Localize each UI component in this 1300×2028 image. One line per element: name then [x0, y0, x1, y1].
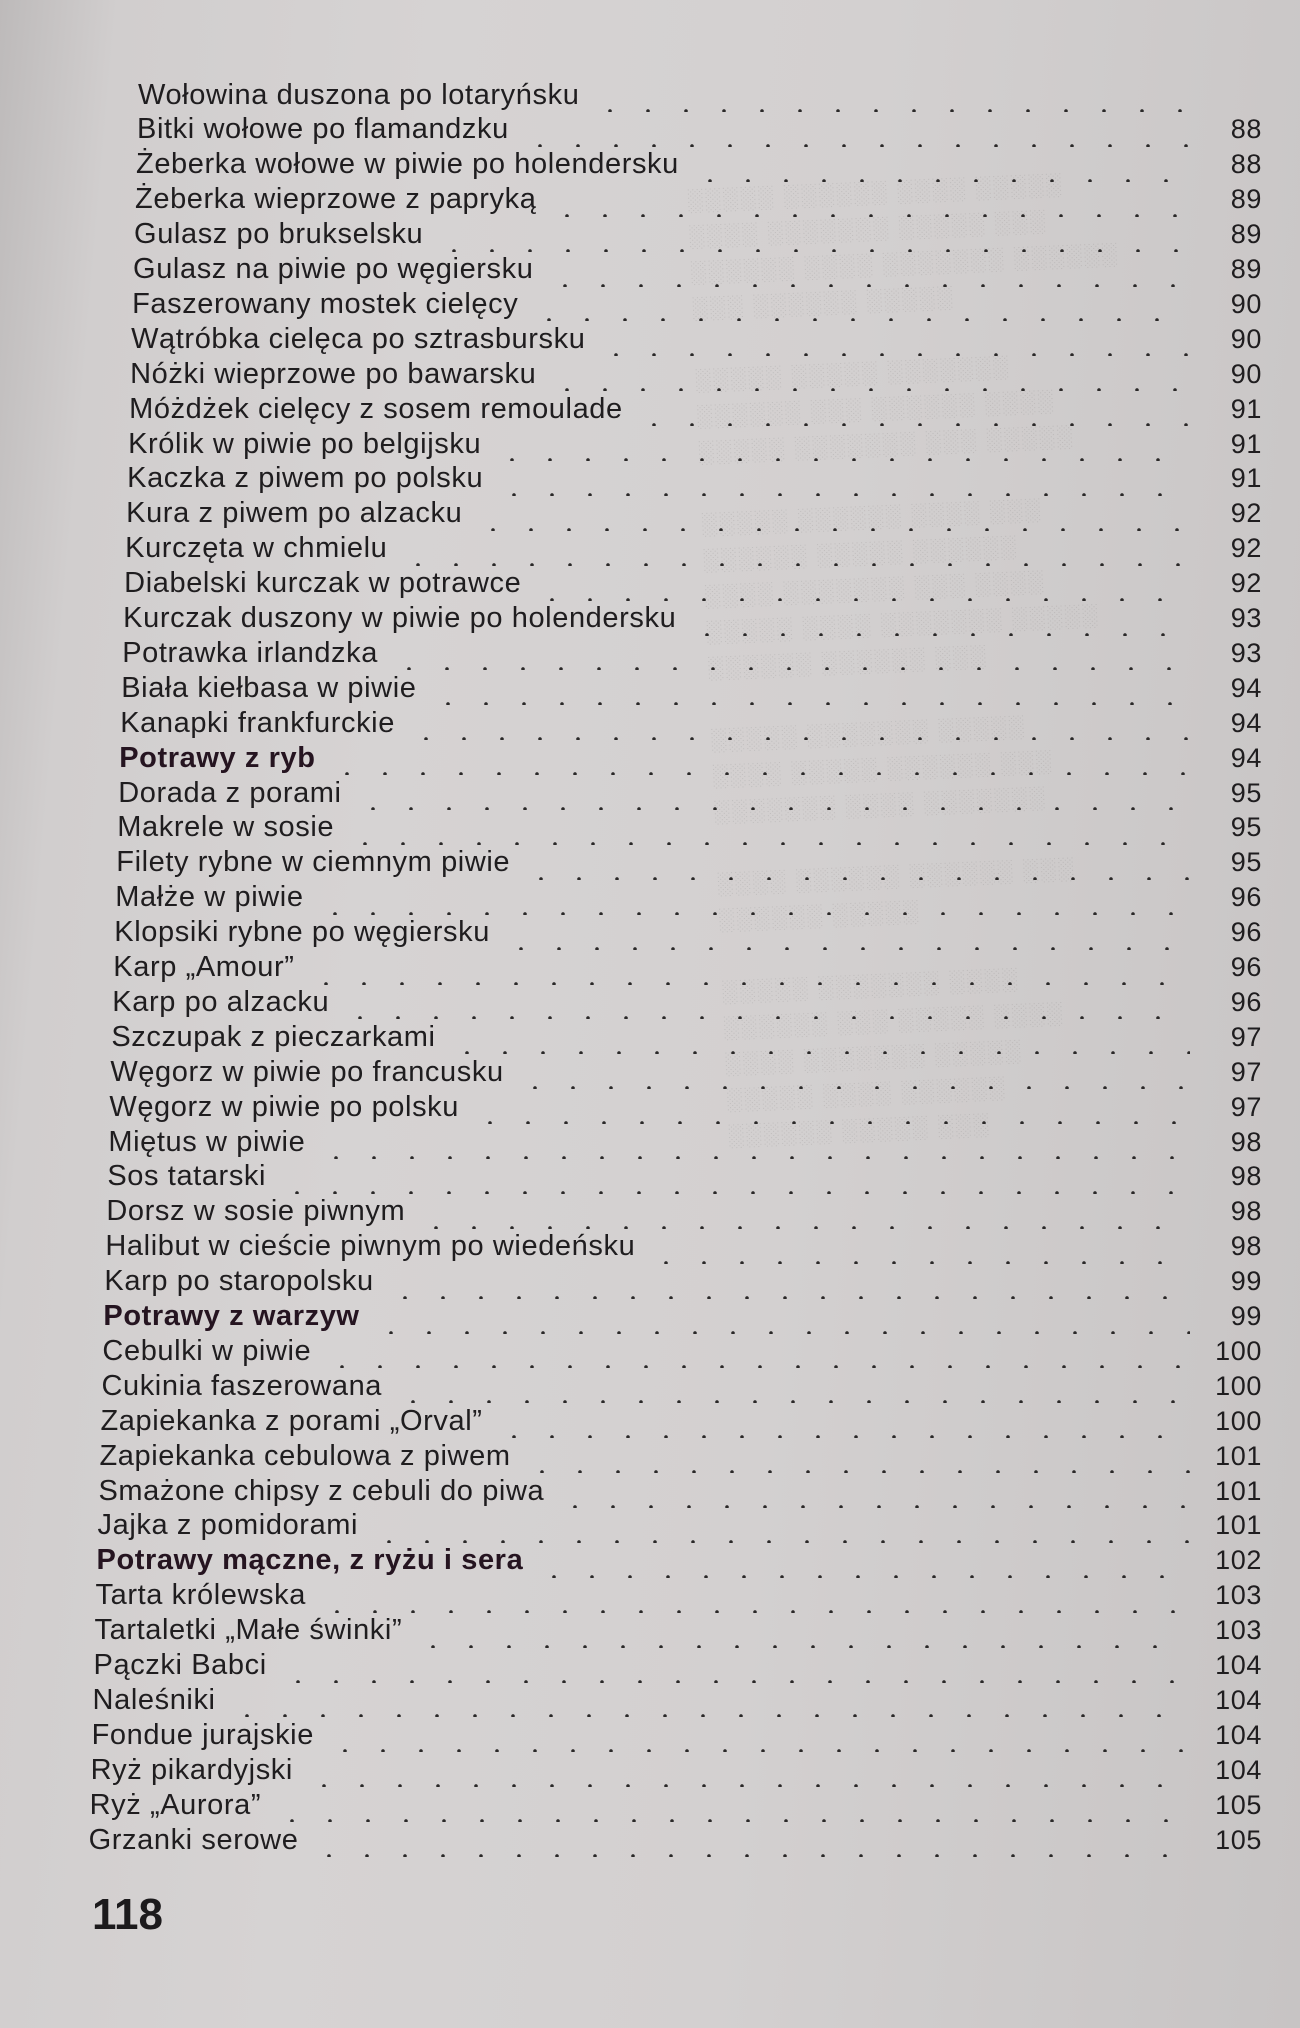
- dot-leader: [370, 1509, 1190, 1543]
- dot-leader: [495, 1404, 1190, 1438]
- entry-page-number: 96: [1230, 917, 1262, 948]
- entry-title: Naleśniki: [92, 1683, 216, 1716]
- entry-title: Jajka z pomidorami: [97, 1509, 359, 1542]
- entry-title: Karp „Amour”: [113, 951, 295, 983]
- toc-entry: [93, 1683, 1262, 1717]
- dot-leader: [394, 1369, 1190, 1403]
- entry-title: Faszerowany mostek cielęcy: [132, 287, 519, 320]
- entry-title: Tarta królewska: [95, 1579, 306, 1612]
- entry-title: Zapiekanka cebulowa z piwem: [99, 1439, 511, 1472]
- toc-entry: [89, 1823, 1262, 1857]
- toc-entry: [122, 636, 1262, 670]
- entry-title: Biała kiełbasa w piwie: [121, 671, 417, 704]
- entry-page-number: 92: [1230, 533, 1262, 564]
- entry-page-number: 89: [1230, 184, 1262, 215]
- entry-page-number: 99: [1230, 1266, 1262, 1297]
- entry-page-number: 100: [1215, 1335, 1262, 1366]
- entry-page-number: 91: [1230, 428, 1262, 459]
- entry-page-number: 105: [1215, 1789, 1262, 1820]
- entry-title: Wołowina duszona po lotaryńsku: [138, 78, 580, 111]
- dot-leader: [635, 392, 1190, 426]
- entry-title: Klopsiki rybne po węgiersku: [114, 916, 490, 949]
- toc-entry: [121, 671, 1262, 705]
- entry-page-number: 95: [1230, 777, 1262, 808]
- entry-title: Cebulki w piwie: [102, 1334, 312, 1367]
- toc-entry: [97, 1509, 1262, 1543]
- dot-leader: [279, 1649, 1190, 1683]
- toc-entry: [98, 1474, 1262, 1508]
- toc-entry: [135, 183, 1262, 217]
- entry-title: Małże w piwie: [115, 881, 304, 914]
- entry-page-number: 97: [1230, 1056, 1262, 1087]
- dot-leader: [386, 1265, 1190, 1299]
- toc-entry: [104, 1265, 1262, 1299]
- toc-entry: [127, 462, 1262, 496]
- dot-leader: [495, 462, 1190, 496]
- dot-leader: [305, 1753, 1190, 1787]
- entry-title: Smażone chipsy z cebuli do piwa: [98, 1474, 545, 1507]
- dot-leader: [556, 1474, 1190, 1508]
- entry-page-number: 104: [1215, 1719, 1262, 1750]
- entry-title: Filety rybne w ciemnym piwie: [116, 846, 511, 879]
- entry-page-number: 91: [1230, 463, 1262, 494]
- dot-leader: [316, 881, 1190, 915]
- entry-page-number: 101: [1215, 1510, 1262, 1541]
- toc-entry: [106, 1195, 1262, 1229]
- toc-entry: [138, 78, 1262, 112]
- toc-entry: [108, 1125, 1262, 1159]
- entry-page-number: 98: [1230, 1231, 1262, 1262]
- entry-title: Móżdżek cielęcy z sosem remoulade: [129, 392, 623, 425]
- dot-leader: [474, 497, 1190, 531]
- entry-title: Węgorz w piwie po francusku: [110, 1055, 504, 1088]
- entry-page-number: 94: [1230, 707, 1262, 738]
- toc-entry: [116, 846, 1262, 880]
- dot-leader: [691, 148, 1190, 182]
- dot-leader: [228, 1683, 1190, 1717]
- entry-page-number: 97: [1230, 1091, 1262, 1122]
- dot-leader: [502, 916, 1190, 950]
- toc-entry: [90, 1788, 1262, 1822]
- toc-entry: [101, 1369, 1262, 1403]
- toc-entry: [113, 951, 1262, 985]
- toc-entry: [133, 253, 1262, 287]
- dot-leader: [323, 1334, 1190, 1368]
- entry-title: Gulasz po brukselsku: [134, 218, 424, 251]
- toc-entry: [120, 706, 1262, 740]
- dot-leader: [417, 1195, 1190, 1229]
- dot-leader: [530, 287, 1190, 321]
- entry-title: Żeberka wieprzowe z papryką: [135, 183, 537, 216]
- dot-leader: [399, 532, 1190, 566]
- section-title: Potrawy z warzyw: [103, 1300, 360, 1332]
- toc-entry: [110, 1055, 1262, 1089]
- entry-page-number: 98: [1230, 1126, 1262, 1157]
- entry-page-number: 104: [1215, 1650, 1262, 1680]
- entry-title: Szczupak z pieczarkami: [111, 1020, 436, 1053]
- dot-leader: [546, 253, 1190, 287]
- toc-entry: [126, 497, 1262, 531]
- dot-leader: [317, 1125, 1190, 1159]
- toc-entry: [128, 427, 1262, 461]
- entry-title: Żeberka wołowe w piwie po holendersku: [136, 148, 679, 181]
- entry-page-number: 103: [1215, 1580, 1262, 1611]
- entry-title: Grzanki serowe: [88, 1823, 299, 1856]
- entry-title: Miętus w piwie: [108, 1125, 306, 1158]
- dot-leader: [354, 776, 1190, 810]
- dot-leader: [328, 741, 1190, 775]
- entry-page-number: 100: [1215, 1370, 1262, 1401]
- entry-title: Zapiekanka z porami „Orval”: [100, 1404, 483, 1437]
- entry-page-number: 98: [1230, 1196, 1262, 1227]
- toc-entry: [112, 985, 1262, 1019]
- entry-page-number: 94: [1230, 672, 1262, 703]
- entry-title: Cukinia faszerowana: [101, 1369, 383, 1402]
- entry-page-number: 90: [1230, 358, 1262, 389]
- dot-leader: [341, 985, 1190, 1019]
- entry-page-number: 92: [1230, 568, 1262, 599]
- entry-page-number: 103: [1215, 1615, 1262, 1646]
- toc-entry: [91, 1753, 1262, 1787]
- dot-leader: [548, 183, 1190, 217]
- entry-title: Kaczka z piwem po polsku: [127, 462, 484, 495]
- toc-section-heading: [97, 1544, 1262, 1578]
- entry-page-number: 96: [1230, 986, 1262, 1017]
- entry-title: Makrele w sosie: [117, 811, 335, 844]
- toc-entry: [123, 602, 1262, 636]
- entry-page-number: 93: [1230, 637, 1262, 668]
- toc-entry: [95, 1614, 1262, 1648]
- entry-title: Karp po alzacku: [112, 985, 330, 1018]
- entry-page-number: 95: [1230, 812, 1262, 843]
- entry-title: Kurczak duszony w piwie po holendersku: [123, 602, 677, 634]
- dot-leader: [493, 427, 1190, 461]
- dot-leader: [273, 1788, 1190, 1822]
- dot-leader: [591, 78, 1190, 112]
- toc-section-heading: [119, 741, 1262, 775]
- dot-leader: [414, 1614, 1190, 1648]
- entry-page-number: 99: [1230, 1301, 1262, 1331]
- entry-page-number: 104: [1215, 1754, 1262, 1785]
- entry-title: Królik w piwie po belgijsku: [128, 427, 482, 460]
- entry-title: Ryż pikardyjski: [90, 1753, 293, 1786]
- page-number: 118: [92, 1890, 163, 1939]
- entry-page-number: 89: [1230, 219, 1262, 250]
- section-title: Potrawy z ryb: [119, 741, 316, 774]
- toc-entry: [111, 1020, 1262, 1054]
- toc-entry: [132, 287, 1262, 321]
- dot-leader: [407, 706, 1190, 740]
- entry-page-number: 102: [1215, 1545, 1262, 1576]
- entry-title: Ryż „Aurora”: [89, 1788, 262, 1821]
- toc-entry: [102, 1334, 1262, 1368]
- dot-leader: [435, 218, 1190, 252]
- entry-page-number: 88: [1230, 149, 1262, 180]
- toc-entry: [96, 1579, 1262, 1613]
- toc-entry: [130, 357, 1262, 391]
- dot-leader: [521, 113, 1190, 147]
- entry-title: Nóżki wieprzowe po bawarsku: [130, 357, 537, 390]
- dot-leader: [688, 602, 1190, 636]
- entry-page-number: 101: [1215, 1475, 1262, 1506]
- entry-title: Kurczęta w chmielu: [125, 532, 388, 565]
- dot-leader: [372, 1300, 1190, 1334]
- toc-entry: [105, 1230, 1262, 1264]
- section-title: Potrawy mączne, z ryżu i sera: [96, 1544, 524, 1577]
- entry-title: Węgorz w piwie po polsku: [109, 1090, 459, 1123]
- toc-entry: [92, 1718, 1262, 1752]
- entry-page-number: 104: [1215, 1684, 1262, 1715]
- toc-entry: [136, 148, 1262, 182]
- entry-page-number: 100: [1215, 1405, 1262, 1436]
- entry-title: Sos tatarski: [107, 1160, 267, 1193]
- dot-leader: [522, 846, 1190, 880]
- entry-page-number: 98: [1230, 1161, 1262, 1192]
- entry-page-number: 89: [1230, 254, 1262, 284]
- toc-entry: [115, 881, 1262, 915]
- toc-entry: [117, 811, 1262, 845]
- dot-leader: [429, 671, 1190, 705]
- dot-leader: [278, 1160, 1190, 1194]
- entry-title: Dorada z porami: [118, 776, 342, 809]
- entry-page-number: 93: [1230, 603, 1262, 633]
- entry-page-number: 101: [1215, 1440, 1262, 1471]
- toc-entry: [109, 1090, 1262, 1124]
- entry-title: Pączki Babci: [93, 1649, 267, 1681]
- entry-page-number: 105: [1215, 1824, 1262, 1855]
- dot-leader: [318, 1579, 1190, 1613]
- entry-title: Wątróbka cielęca po sztrasbursku: [131, 322, 586, 355]
- toc-entry: [118, 776, 1262, 810]
- dot-leader: [471, 1090, 1190, 1124]
- entry-page-number: 96: [1230, 882, 1262, 913]
- dot-leader: [326, 1718, 1190, 1752]
- entry-page-number: 96: [1230, 952, 1262, 982]
- entry-title: Tartaletki „Małe świnki”: [94, 1614, 403, 1647]
- entry-title: Fondue jurajskie: [91, 1718, 314, 1751]
- entry-page-number: 90: [1230, 288, 1262, 319]
- toc-entry: [94, 1649, 1262, 1683]
- toc-entry: [137, 113, 1262, 147]
- entry-title: Halibut w cieście piwnym po wiedeńsku: [105, 1230, 636, 1263]
- entry-page-number: 88: [1230, 114, 1262, 145]
- entry-page-number: 91: [1230, 393, 1262, 424]
- toc-entry: [107, 1160, 1262, 1194]
- entry-title: Kanapki frankfurckie: [120, 706, 395, 739]
- dot-leader: [307, 951, 1190, 985]
- toc-entry: [114, 916, 1262, 950]
- dot-leader: [548, 357, 1190, 391]
- entry-page-number: 94: [1230, 742, 1262, 773]
- dot-leader: [535, 1544, 1190, 1578]
- entry-title: Dorsz w sosie piwnym: [106, 1195, 406, 1228]
- dot-leader: [533, 567, 1190, 601]
- entry-title: Karp po staropolsku: [104, 1265, 374, 1298]
- toc-entry: [124, 567, 1262, 601]
- entry-page-number: 90: [1230, 323, 1262, 354]
- toc-entry: [129, 392, 1262, 426]
- entry-title: Diabelski kurczak w potrawce: [124, 567, 522, 600]
- dot-leader: [523, 1439, 1190, 1473]
- dot-leader: [346, 811, 1190, 845]
- toc-entry: [125, 532, 1262, 566]
- dot-leader: [310, 1823, 1190, 1857]
- entry-title: Bitki wołowe po flamandzku: [137, 113, 509, 146]
- toc-entry: [99, 1439, 1262, 1473]
- entry-title: Gulasz na piwie po węgiersku: [133, 253, 534, 285]
- toc-entry: [100, 1404, 1262, 1438]
- toc-section-heading: [103, 1300, 1262, 1334]
- toc-entry: [131, 322, 1262, 356]
- dot-leader: [390, 636, 1190, 670]
- dot-leader: [597, 322, 1190, 356]
- dot-leader: [647, 1230, 1190, 1264]
- entry-page-number: 97: [1230, 1021, 1262, 1052]
- dot-leader: [448, 1020, 1190, 1054]
- entry-page-number: 95: [1230, 847, 1262, 878]
- dot-leader: [516, 1055, 1190, 1089]
- entry-title: Kura z piwem po alzacku: [126, 497, 463, 530]
- entry-page-number: 92: [1230, 498, 1262, 529]
- entry-title: Potrawka irlandzka: [122, 636, 378, 669]
- toc-entry: [134, 218, 1262, 252]
